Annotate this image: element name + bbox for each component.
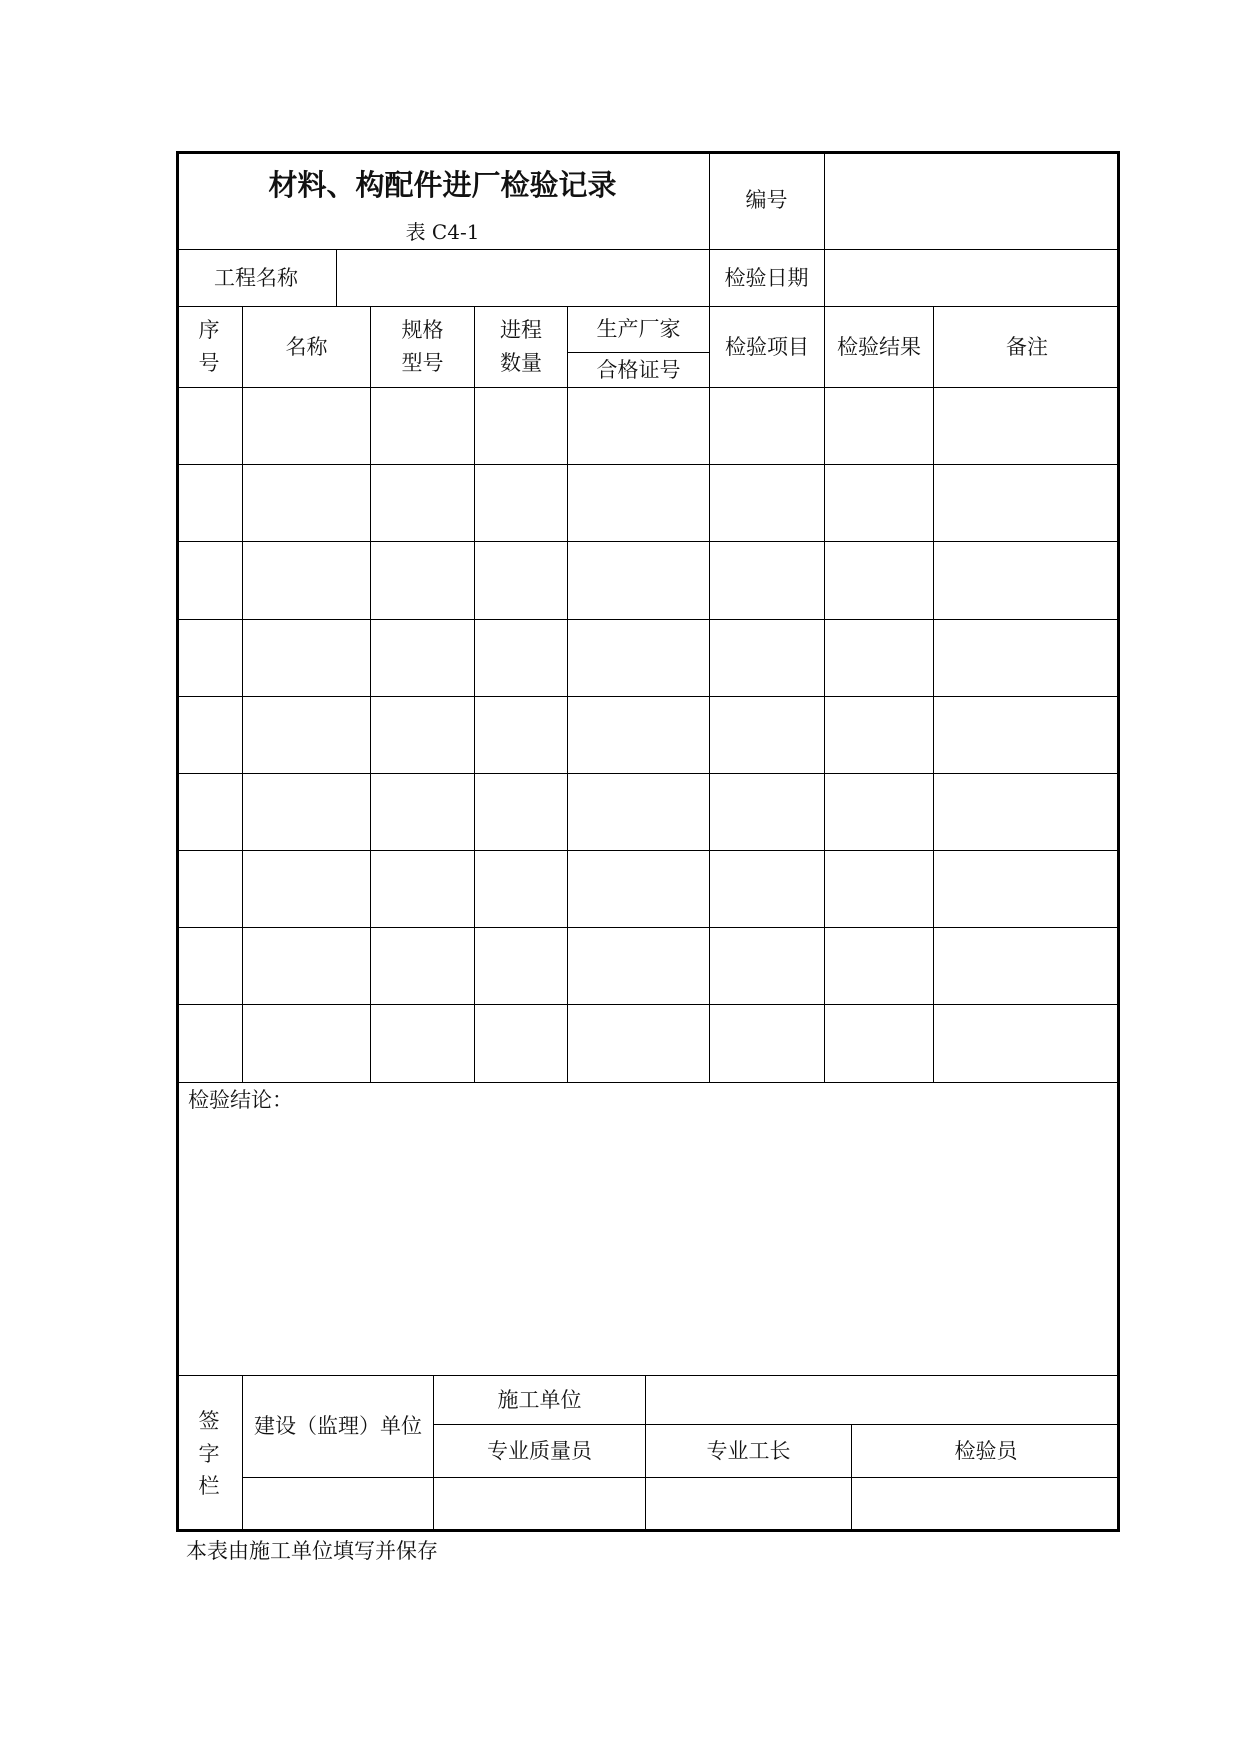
- inspection-date-field[interactable]: [825, 250, 1120, 306]
- row-cell-remarks[interactable]: [934, 851, 1120, 927]
- row-cell-spec[interactable]: [371, 1005, 474, 1081]
- form-title: 材料、构配件进厂检验记录: [268, 167, 617, 202]
- col-header-result: 检验结果: [837, 334, 921, 359]
- conclusion-field[interactable]: [188, 1118, 1108, 1368]
- row-cell-quantity[interactable]: [475, 620, 567, 696]
- row-cell-manufacturer[interactable]: [568, 851, 709, 927]
- row-cell-quantity[interactable]: [475, 542, 567, 618]
- construction-unit-field[interactable]: [646, 1376, 1120, 1424]
- row-cell-quantity[interactable]: [475, 851, 567, 927]
- conclusion-label: 检验结论：: [188, 1087, 293, 1112]
- row-cell-result[interactable]: [825, 774, 933, 850]
- row-cell-items[interactable]: [710, 928, 824, 1004]
- row-cell-items[interactable]: [710, 465, 824, 541]
- col-header-quantity: 进程 数量: [500, 318, 542, 375]
- row-cell-quantity[interactable]: [475, 388, 567, 464]
- row-cell-name[interactable]: [243, 388, 370, 464]
- row-cell-seq[interactable]: [176, 620, 242, 696]
- row-cell-quantity[interactable]: [475, 774, 567, 850]
- project-name-field[interactable]: [337, 250, 709, 306]
- row-cell-items[interactable]: [710, 851, 824, 927]
- row-cell-name[interactable]: [243, 620, 370, 696]
- inspector-signature-field[interactable]: [852, 1478, 1117, 1530]
- row-cell-manufacturer[interactable]: [568, 542, 709, 618]
- row-cell-items[interactable]: [710, 620, 824, 696]
- row-cell-remarks[interactable]: [934, 774, 1120, 850]
- row-cell-result[interactable]: [825, 542, 933, 618]
- row-cell-result[interactable]: [825, 1005, 933, 1081]
- row-cell-spec[interactable]: [371, 620, 474, 696]
- inspection-date-label: 检验日期: [724, 265, 809, 290]
- row-cell-spec[interactable]: [371, 851, 474, 927]
- row-cell-name[interactable]: [243, 851, 370, 927]
- row-cell-spec[interactable]: [371, 697, 474, 773]
- col-header-seq: 序 号: [198, 318, 220, 375]
- row-cell-items[interactable]: [710, 542, 824, 618]
- row-cell-result[interactable]: [825, 928, 933, 1004]
- row-cell-quantity[interactable]: [475, 1005, 567, 1081]
- row-cell-manufacturer[interactable]: [568, 388, 709, 464]
- col-header-spec: 规格 型号: [401, 318, 444, 375]
- quality-inspector-label: 专业质量员: [487, 1438, 592, 1463]
- row-cell-manufacturer[interactable]: [568, 465, 709, 541]
- construction-unit-label: 施工单位: [497, 1387, 582, 1412]
- row-cell-seq[interactable]: [176, 774, 242, 850]
- project-name-label: 工程名称: [214, 265, 298, 290]
- col-header-remarks: 备注: [1006, 334, 1048, 359]
- row-cell-remarks[interactable]: [934, 1005, 1120, 1081]
- col-header-items: 检验项目: [725, 334, 809, 359]
- row-cell-manufacturer[interactable]: [568, 774, 709, 850]
- form-code: 表 C4-1: [405, 219, 480, 244]
- row-cell-seq[interactable]: [176, 388, 242, 464]
- foreman-signature-field[interactable]: [646, 1478, 851, 1530]
- row-cell-items[interactable]: [710, 697, 824, 773]
- col-header-name: 名称: [285, 334, 328, 359]
- row-cell-seq[interactable]: [176, 928, 242, 1004]
- row-cell-spec[interactable]: [371, 928, 474, 1004]
- col-header-certificate: 合格证号: [596, 357, 681, 382]
- number-label: 编号: [745, 187, 788, 212]
- row-cell-quantity[interactable]: [475, 928, 567, 1004]
- row-cell-spec[interactable]: [371, 542, 474, 618]
- row-cell-result[interactable]: [825, 851, 933, 927]
- number-field[interactable]: [825, 151, 1120, 249]
- row-cell-remarks[interactable]: [934, 697, 1120, 773]
- row-cell-items[interactable]: [710, 1005, 824, 1081]
- line-rows-bottom: [176, 1082, 1120, 1083]
- row-cell-seq[interactable]: [176, 465, 242, 541]
- row-cell-remarks[interactable]: [934, 542, 1120, 618]
- row-cell-manufacturer[interactable]: [568, 1005, 709, 1081]
- row-cell-seq[interactable]: [176, 1005, 242, 1081]
- row-cell-name[interactable]: [243, 542, 370, 618]
- row-cell-spec[interactable]: [371, 465, 474, 541]
- row-cell-seq[interactable]: [176, 697, 242, 773]
- foreman-label: 专业工长: [706, 1438, 791, 1463]
- row-cell-quantity[interactable]: [475, 465, 567, 541]
- supervisor-unit-label: 建设（监理）单位: [254, 1414, 422, 1439]
- row-cell-manufacturer[interactable]: [568, 620, 709, 696]
- footer-note: 本表由施工单位填写并保存: [186, 1538, 438, 1563]
- row-cell-result[interactable]: [825, 697, 933, 773]
- row-cell-remarks[interactable]: [934, 928, 1120, 1004]
- row-cell-result[interactable]: [825, 465, 933, 541]
- row-cell-manufacturer[interactable]: [568, 928, 709, 1004]
- row-cell-items[interactable]: [710, 388, 824, 464]
- row-cell-name[interactable]: [243, 1005, 370, 1081]
- row-cell-remarks[interactable]: [934, 465, 1120, 541]
- row-cell-name[interactable]: [243, 774, 370, 850]
- signature-section-label: 签 字 栏: [198, 1409, 220, 1499]
- row-cell-result[interactable]: [825, 388, 933, 464]
- row-cell-name[interactable]: [243, 465, 370, 541]
- row-cell-spec[interactable]: [371, 388, 474, 464]
- row-cell-seq[interactable]: [176, 542, 242, 618]
- row-cell-result[interactable]: [825, 620, 933, 696]
- row-cell-quantity[interactable]: [475, 697, 567, 773]
- row-cell-name[interactable]: [243, 928, 370, 1004]
- row-cell-manufacturer[interactable]: [568, 697, 709, 773]
- row-cell-remarks[interactable]: [934, 620, 1120, 696]
- row-cell-spec[interactable]: [371, 774, 474, 850]
- row-cell-remarks[interactable]: [934, 388, 1120, 464]
- row-cell-items[interactable]: [710, 774, 824, 850]
- row-cell-seq[interactable]: [176, 851, 242, 927]
- col-header-manufacturer: 生产厂家: [596, 317, 681, 342]
- inspector-label: 检验员: [954, 1438, 1018, 1463]
- row-cell-name[interactable]: [243, 697, 370, 773]
- quality-inspector-signature-field[interactable]: [434, 1478, 645, 1530]
- supervisor-signature-field[interactable]: [243, 1478, 433, 1530]
